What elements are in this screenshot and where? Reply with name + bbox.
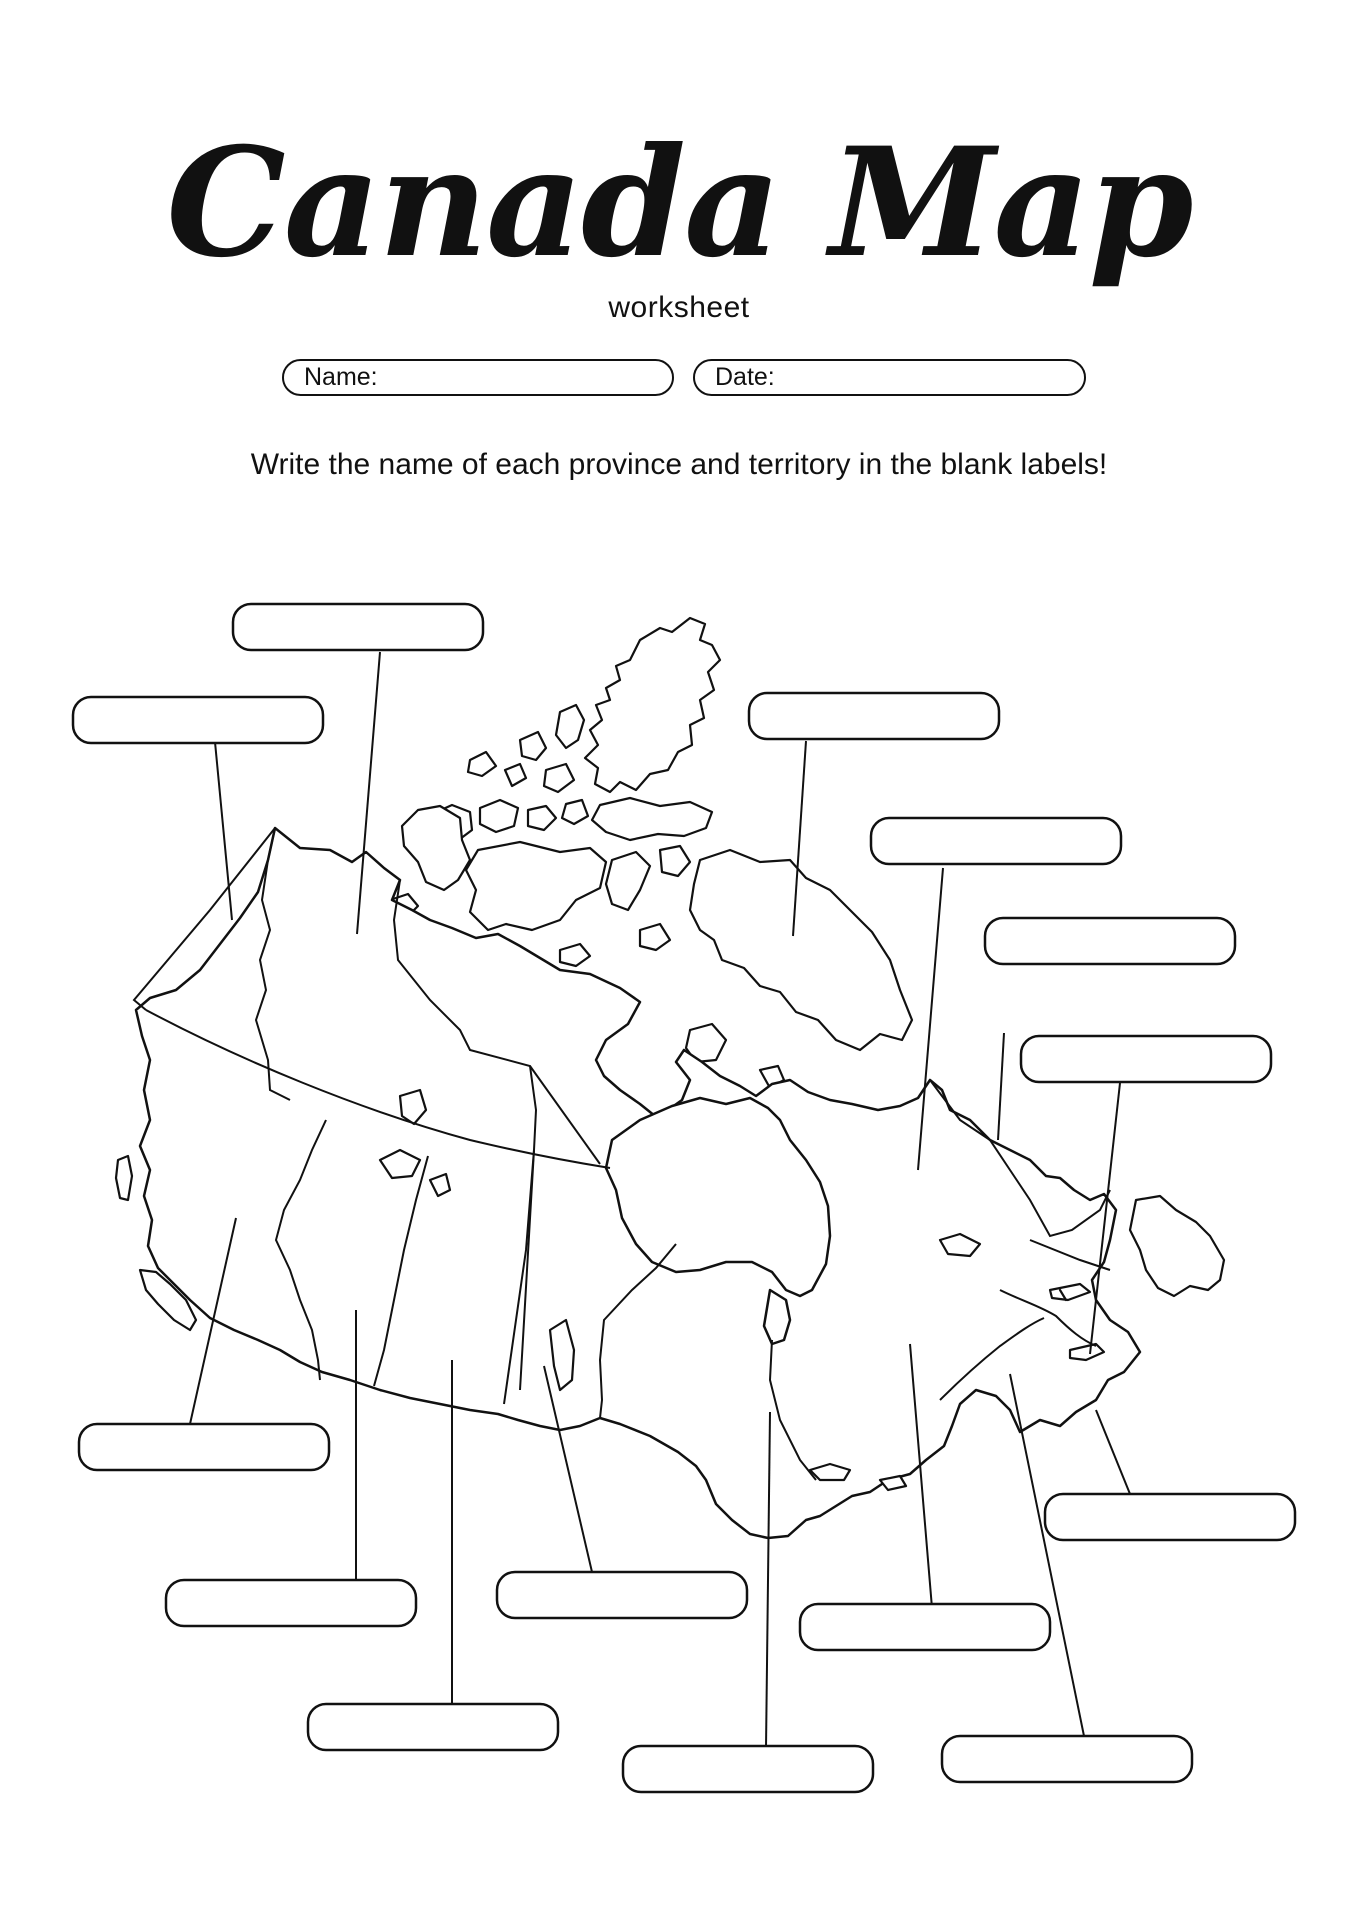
- blank-label[interactable]: [623, 1746, 873, 1792]
- blank-label[interactable]: [985, 918, 1235, 964]
- blank-label[interactable]: [79, 1424, 329, 1470]
- blank-label[interactable]: [73, 697, 323, 743]
- name-field-label: Name:: [304, 363, 378, 391]
- blank-label[interactable]: [749, 693, 999, 739]
- blank-label[interactable]: [308, 1704, 558, 1750]
- blank-label[interactable]: [233, 604, 483, 650]
- blank-label[interactable]: [942, 1736, 1192, 1782]
- blank-label[interactable]: [800, 1604, 1050, 1650]
- blank-label[interactable]: [1021, 1036, 1271, 1082]
- blank-label[interactable]: [497, 1572, 747, 1618]
- blank-label[interactable]: [1045, 1494, 1295, 1540]
- page-title: Canada Map: [166, 115, 1192, 291]
- page-subtitle: worksheet: [608, 291, 750, 324]
- newfoundland-island: [1130, 1196, 1224, 1296]
- blank-label[interactable]: [871, 818, 1121, 864]
- instruction-text: Write the name of each province and territory in the blank labels!: [250, 448, 1108, 481]
- blank-label[interactable]: [166, 1580, 416, 1626]
- date-field-label: Date:: [715, 363, 775, 391]
